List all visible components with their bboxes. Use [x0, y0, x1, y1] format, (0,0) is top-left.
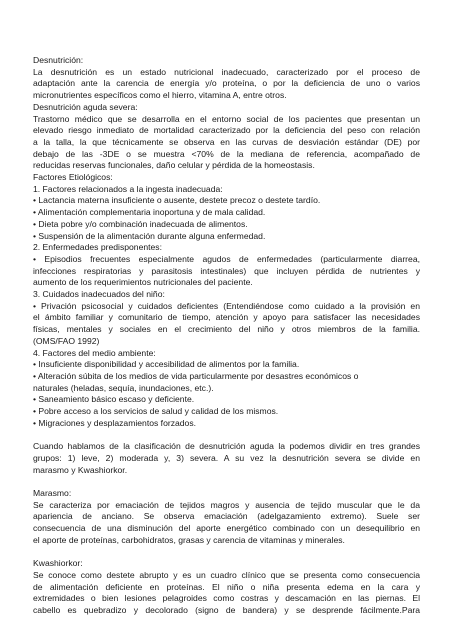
text-line: micronutrientes específicos como el hierro, vitamina A, entre otros. [33, 90, 287, 101]
text-line: • Insuficiente disponibilidad y accesibilidad de alimentos por la familia. [33, 359, 300, 370]
paragraph-gap [33, 476, 420, 488]
text-line: 2. Enfermedades predisponentes: [33, 242, 162, 253]
text-line: reducidas reservas funcionales, daño celular y pérdida de la homeostasis. [33, 160, 315, 171]
text-line: Factores Etiológicos: [33, 172, 113, 183]
text-line: 3. Cuidados inadecuados del niño: [33, 289, 165, 300]
text-line: físicas, mentales y sociales en el crecimiento del niño y otros miembros de la familia. [33, 324, 420, 335]
text-line: La desnutrición es un estado nutricional inadecuado, caracterizado por el proceso de [33, 66, 420, 77]
text-line: aumento de los requerimientos nutricionales del paciente. [33, 277, 253, 288]
text-line: • Suspensión de la alimentación durante alguna enfermedad. [33, 230, 266, 241]
text-line: • Lactancia materna insuficiente o ausente, destete precoz o destete tardío. [33, 195, 321, 206]
text-line: 1. Factores relacionados a la ingesta inadecuada: [33, 183, 223, 194]
text-line: (OMS/FAO 1992) [33, 335, 100, 346]
text-line: • Episodios frecuentes especialmente agudos de enfermedades (particularmente diarrea, [33, 253, 420, 264]
text-line: Desnutrición: [33, 55, 84, 65]
text-line: extremidades o bien lesiones pelagroides como costras y descamación en las piernas. El [33, 593, 420, 604]
text-line: grupos: 1) leve, 2) moderada y, 3) severa. A su vez la desnutrición severa se divide en [33, 452, 420, 463]
text-line: Se conoce como destete abrupto y es un cuadro clínico que se presenta como consecuencia [33, 569, 420, 580]
text-line: • Migraciones y desplazamientos forzados. [33, 417, 197, 428]
text-line: el ámbito familiar y comunitario de tiempo, atención y apoyo para satisfacer las necesidades [33, 312, 420, 323]
text-line: el aporte de proteínas, carbohidratos, grasas y carencia de vitaminas y minerales. [33, 534, 345, 545]
text-line: infecciones respiratorias y parasitosis intestinales) que incluyen pérdida de nutrientes y [33, 265, 420, 276]
text-line: de alimentación deficiente en proteínas. El niño o niña presenta edema en la cara y [33, 581, 420, 592]
text-line: cabello es quebradizo y decolorado (signo de bandera) y se desprende fácilmente.Para [33, 605, 420, 615]
text-line: debajo de las -3DE o se muestra <70% de la mediana de referencia, acompañado de [33, 148, 420, 159]
text-line: consecuencia de una disminución del aporte energético combinado con un desequilibrio en [33, 523, 420, 534]
text-line: • Alimentación complementaria inoportuna y de mala calidad. [33, 207, 266, 218]
text-line: Kwashiorkor: [33, 558, 83, 569]
text-line: adaptación ante la carencia de energía y/o proteína, o por la deficiencia de uno o varios [33, 78, 420, 89]
text-line: Desnutrición aguda severa: [33, 101, 138, 112]
text-line: Trastorno médico que se desarrolla en el entorno social de los pacientes que presentan un [33, 113, 420, 124]
text-line: • Dieta pobre y/o combinación inadecuada de alimentos. [33, 218, 248, 229]
text-line: • Saneamiento básico escaso y deficiente. [33, 394, 195, 405]
text-line: Se caracteriza por emaciación de tejidos magros y ausencia de tejido muscular que le da [33, 499, 420, 510]
text-line: 4. Factores del medio ambiente: [33, 347, 156, 358]
paragraph-gap [33, 430, 420, 442]
paragraph-gap [33, 547, 420, 559]
text-line: Cuando hablamos de la clasificación de desnutrición aguda la podemos dividir en tres grandes [33, 441, 420, 452]
text-line: apariencia de anciano. Se observa emaciación (adelgazamiento extremo). Suele ser [33, 511, 420, 522]
text-line: • Alteración súbita de los medios de vida particularmente por desastres económicos o [33, 370, 359, 381]
text-line: • Privación psicosocial y cuidados deficientes (Entendiéndose como cuidado a la provisión en [33, 300, 420, 311]
text-line: marasmo y Kwashiorkor. [33, 464, 128, 475]
text-line: elevado riesgo inmediato de mortalidad caracterizado por la deficiencia del peso con relación [33, 125, 420, 136]
text-line: Marasmo: [33, 487, 72, 498]
text-line: • Pobre acceso a los servicios de salud y calidad de los mismos. [33, 406, 279, 417]
text-line: naturales (heladas, sequía, inundaciones, etc.). [33, 382, 214, 393]
text-line: a la talla, la que técnicamente se observa en las curvas de desviación estándar (DE) por [33, 136, 420, 147]
